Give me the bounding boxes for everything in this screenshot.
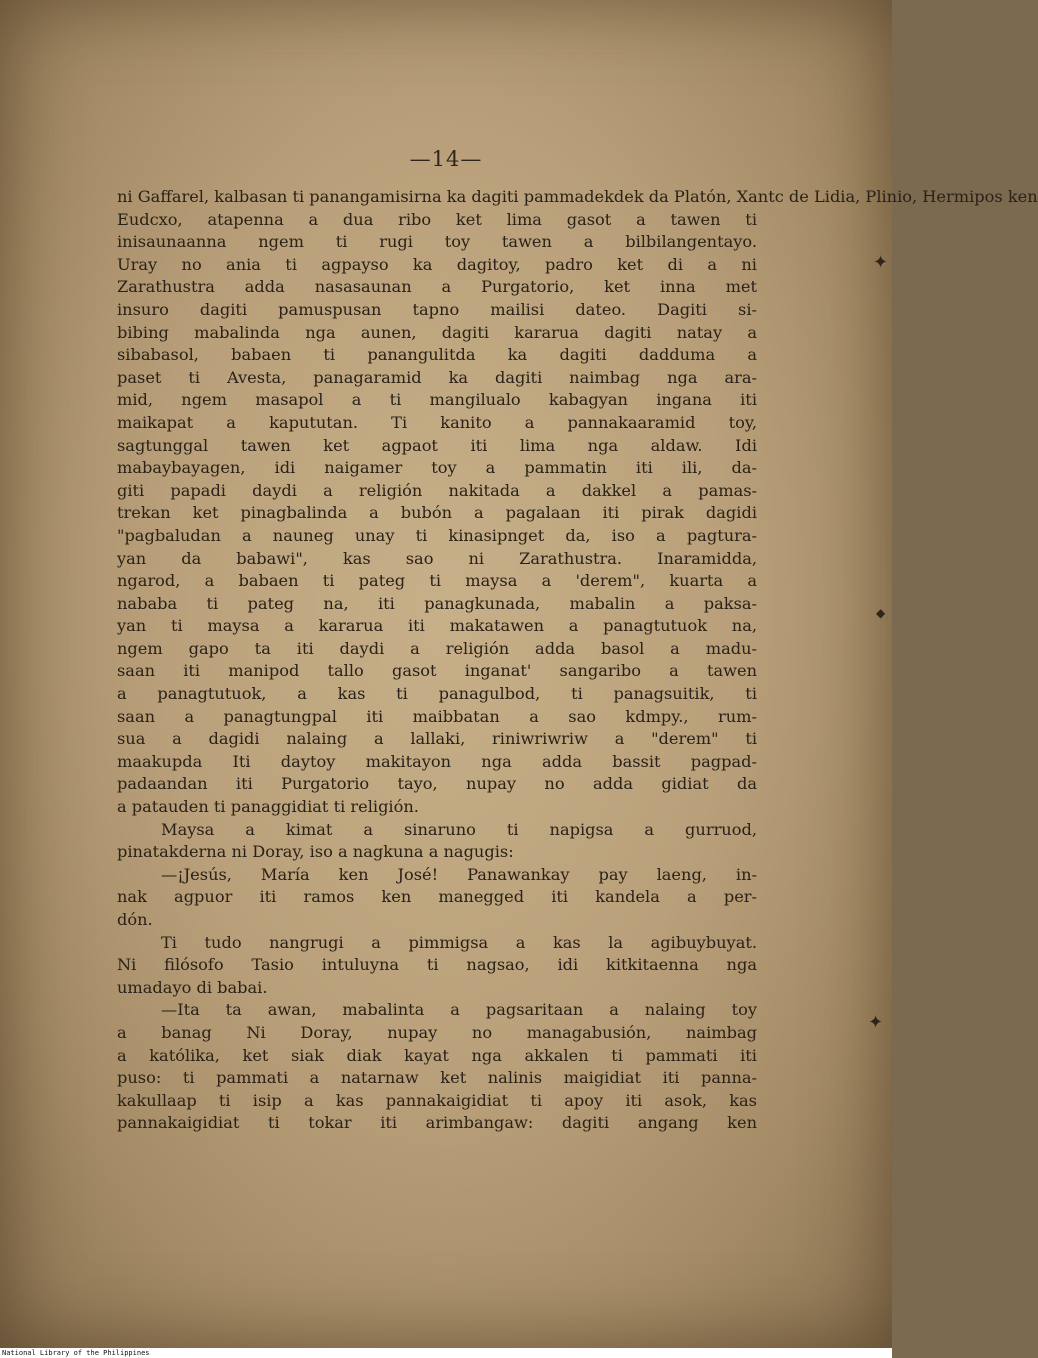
text-line: mabaybayagen, idi naigamer toy a pammatin iti ili, da- bbox=[117, 458, 757, 478]
text-line: Zarathustra adda nasasaunan a Purgatorio, ket inna met bbox=[117, 277, 757, 297]
text-line: yan ti maysa a kararua iti makatawen a panagtutuok na, bbox=[117, 616, 757, 636]
text-line: nak agpuor iti ramos ken manegged iti kandela a per- bbox=[117, 887, 757, 907]
text-line: umadayo di babai. bbox=[117, 977, 268, 997]
text-line: inisaunaanna ngem ti rugi toy tawen a bilbilangentayo. bbox=[117, 232, 757, 252]
text-line: a patauden ti panaggidiat ti religión. bbox=[117, 797, 419, 817]
text-line: padaandan iti Purgatorio tayo, nupay no adda gidiat da bbox=[117, 774, 757, 794]
body-text bbox=[117, 186, 1038, 1135]
text-line: pannakaigidiat ti tokar iti arimbangaw: dagiti angang ken bbox=[117, 1113, 757, 1133]
text-line: nababa ti pateg na, iti panagkunada, mabalin a paksa- bbox=[117, 593, 757, 613]
text-line: bibing mabalinda nga aunen, dagiti kararua dagiti natay a bbox=[117, 322, 757, 342]
text-line: sagtunggal tawen ket agpaot iti lima nga aldaw. Idi bbox=[117, 435, 757, 455]
text-line: Ti tudo nangrugi a pimmigsa a kas la agibuybuyat. bbox=[161, 932, 757, 952]
text-line: paset ti Avesta, panagaramid ka dagiti naimbag nga ara- bbox=[117, 367, 757, 387]
text-line: dón. bbox=[117, 910, 153, 929]
text-line: Uray no ania ti agpayso ka dagitoy, padro ket di a ni bbox=[117, 254, 757, 274]
text-line: "pagbaludan a nauneg unay ti kinasipnget da, iso a pagtura- bbox=[117, 525, 757, 545]
text-line: —Ita ta awan, mabalinta a pagsaritaan a nalaing toy bbox=[161, 1000, 757, 1020]
text-line: trekan ket pinagbalinda a bubón a pagalaan iti pirak dagidi bbox=[117, 503, 757, 523]
text-line: insuro dagiti pamuspusan tapno mailisi dateo. Dagiti si- bbox=[117, 299, 757, 319]
text-line: a banag Ni Doray, nupay no managabusión, naimbag bbox=[117, 1022, 757, 1042]
text-line: mid, ngem masapol a ti mangilualo kabagyan ingana iti bbox=[117, 390, 757, 410]
text-line: ngem gapo ta iti daydi a religión adda basol a madu- bbox=[117, 638, 757, 658]
text-line: Eudcxo, atapenna a dua ribo ket lima gasot a tawen ti bbox=[117, 209, 757, 229]
text-line: ngarod, a babaen ti pateg ti maysa a 'derem", kuarta a bbox=[117, 571, 757, 591]
text-line: pinatakderna ni Doray, iso a nagkuna a nagugis: bbox=[117, 842, 514, 862]
text-line: puso: ti pammati a natarnaw ket nalinis maigidiat iti panna- bbox=[117, 1068, 757, 1088]
text-line: maakupda Iti daytoy makitayon nga adda bassit pagpad- bbox=[117, 751, 757, 771]
library-credit: National Library of the Philippines bbox=[0, 1348, 892, 1358]
text-line: saan iti manipod tallo gasot inganat' sangaribo a tawen bbox=[117, 661, 757, 681]
text-line: a panagtutuok, a kas ti panagulbod, ti panagsuitik, ti bbox=[117, 684, 757, 704]
text-line: giti papadi daydi a religión nakitada a dakkel a pamas- bbox=[117, 480, 757, 500]
text-line: ni Gaffarel, kalbasan ti panangamisirna ka dagiti pammadekdek da Platón, Xantc de Lidia, Plinio, Hermipos ken bbox=[117, 187, 1038, 206]
text-line: sibabasol, babaen ti panangulitda ka dagiti dadduma a bbox=[117, 345, 757, 365]
text-line: sua a dagidi nalaing a lallaki, riniwriwriw a "derem" ti bbox=[117, 729, 757, 749]
margin-mark: ✦ bbox=[868, 1012, 884, 1033]
text-line: —¡Jesús, María ken José! Panawankay pay laeng, in- bbox=[161, 864, 757, 884]
margin-mark: ◆ bbox=[876, 606, 886, 620]
margin-mark: ✦ bbox=[873, 252, 889, 273]
text-line: saan a panagtungpal iti maibbatan a sao kdmpy., rum- bbox=[117, 706, 757, 726]
text-line: a katólika, ket siak diak kayat nga akkalen ti pammati iti bbox=[117, 1045, 757, 1065]
page-number: —14— bbox=[409, 147, 483, 171]
text-line: yan da babawi", kas sao ni Zarathustra. Inaramidda, bbox=[117, 548, 757, 568]
text-line: kakullaap ti isip a kas pannakaigidiat ti apoy iti asok, kas bbox=[117, 1090, 757, 1110]
text-line: Maysa a kimat a sinaruno ti napigsa a gurruod, bbox=[161, 819, 757, 839]
text-line: maikapat a kapututan. Ti kanito a pannakaaramid toy, bbox=[117, 412, 757, 432]
text-line: Ni filósofo Tasio intuluyna ti nagsao, idi kitkitaenna nga bbox=[117, 955, 757, 975]
